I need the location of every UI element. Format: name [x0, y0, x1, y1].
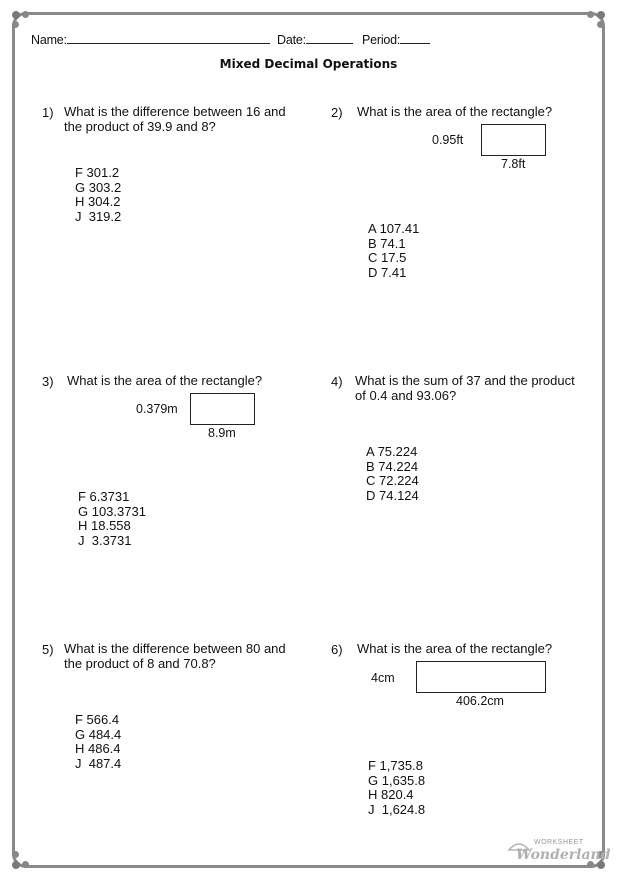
question-number: 2)	[331, 105, 343, 120]
answer-option[interactable]: A 107.41	[368, 221, 420, 236]
logo-line-2: Wonderland	[516, 847, 611, 863]
answer-option[interactable]: H 820.4	[368, 787, 414, 802]
answer-option[interactable]: D 74.124	[366, 487, 419, 503]
answer-option[interactable]: B 74.1	[368, 235, 406, 251]
question-number: 6)	[331, 642, 343, 657]
question-text	[355, 373, 575, 403]
answer-options	[78, 490, 146, 548]
answer-option[interactable]: D 7.41	[368, 264, 407, 280]
corner-dot	[12, 21, 19, 28]
question-number: 5)	[42, 642, 54, 657]
answer-options	[368, 759, 425, 817]
period-field[interactable]	[362, 32, 430, 47]
answer-option[interactable]: F 1,735.8	[368, 758, 423, 773]
answer-option[interactable]: G 103.3731	[78, 503, 146, 519]
corner-dot	[597, 11, 605, 19]
answer-option[interactable]: J 319.2	[75, 208, 122, 224]
question-line: What is the difference between 80 and	[64, 641, 286, 656]
answer-option[interactable]: C 17.5	[368, 250, 407, 265]
rectangle-width-label: 406.2cm	[456, 694, 504, 708]
corner-dot	[597, 21, 604, 28]
answer-option[interactable]: G 484.4	[75, 726, 122, 742]
question-text	[357, 641, 552, 656]
question-text	[64, 104, 286, 134]
rectangle-width-label: 8.9m	[208, 426, 236, 440]
date-label: Date:	[277, 33, 306, 47]
question-line: What is the area of the rectangle?	[357, 641, 553, 656]
question-number: 4)	[331, 374, 343, 389]
answer-option[interactable]: A 75.224	[366, 444, 418, 459]
answer-option[interactable]: G 1,635.8	[368, 772, 426, 788]
corner-dot	[12, 11, 20, 19]
question-line: What is the difference between 16 and	[64, 104, 286, 119]
name-blank[interactable]	[67, 32, 270, 44]
answer-option[interactable]: F 301.2	[75, 165, 120, 180]
answer-option[interactable]: F 566.4	[75, 712, 120, 727]
rectangle-height-label: 0.379m	[136, 402, 178, 416]
period-blank[interactable]	[400, 32, 430, 44]
answer-option[interactable]: J 3.3731	[78, 532, 132, 548]
answer-option[interactable]: H 304.2	[75, 194, 121, 209]
question-text	[357, 104, 552, 119]
question-line: What is the sum of 37 and the product	[355, 373, 575, 388]
date-field[interactable]	[277, 32, 353, 47]
answer-option[interactable]: H 18.558	[78, 518, 131, 533]
question-number: 1)	[42, 105, 54, 120]
date-blank[interactable]	[306, 32, 353, 44]
worksheet-wonderland-logo	[506, 837, 611, 865]
answer-option[interactable]: H 486.4	[75, 741, 121, 756]
period-label: Period:	[362, 33, 401, 47]
question-line: the product of 39.9 and 8?	[64, 119, 216, 134]
rectangle-width-label: 7.8ft	[501, 157, 526, 171]
corner-dot	[12, 861, 20, 869]
question-line: What is the area of the rectangle?	[357, 104, 553, 119]
name-label: Name:	[31, 33, 67, 47]
answer-option[interactable]: C 72.224	[366, 473, 419, 488]
rectangle-figure	[190, 393, 255, 425]
corner-dot	[12, 851, 19, 858]
question-number: 3)	[42, 374, 54, 389]
question-line: What is the area of the rectangle?	[67, 373, 263, 388]
corner-dot	[22, 11, 29, 18]
worksheet-title: Mixed Decimal Operations	[219, 57, 398, 71]
rectangle-figure	[416, 661, 546, 693]
answer-options	[75, 166, 121, 224]
corner-dot	[22, 861, 29, 868]
question-text	[64, 641, 286, 671]
question-line: the product of 8 and 70.8?	[64, 656, 216, 671]
answer-options	[366, 445, 419, 503]
name-field[interactable]	[31, 32, 270, 47]
answer-option[interactable]: G 303.2	[75, 179, 122, 195]
rectangle-height-label: 0.95ft	[432, 133, 464, 147]
question-line: of 0.4 and 93.06?	[355, 388, 457, 403]
answer-option[interactable]: J 1,624.8	[368, 801, 426, 817]
answer-option[interactable]: J 487.4	[75, 755, 122, 771]
corner-dot	[587, 11, 594, 18]
logo-line-1: WORKSHEET	[534, 839, 584, 846]
answer-option[interactable]: F 6.3731	[78, 489, 130, 504]
question-text	[67, 373, 262, 388]
rectangle-height-label: 4cm	[371, 671, 395, 685]
answer-option[interactable]: B 74.224	[366, 458, 419, 474]
answer-options	[75, 713, 121, 771]
answer-options	[368, 222, 419, 280]
rectangle-figure	[481, 124, 546, 156]
